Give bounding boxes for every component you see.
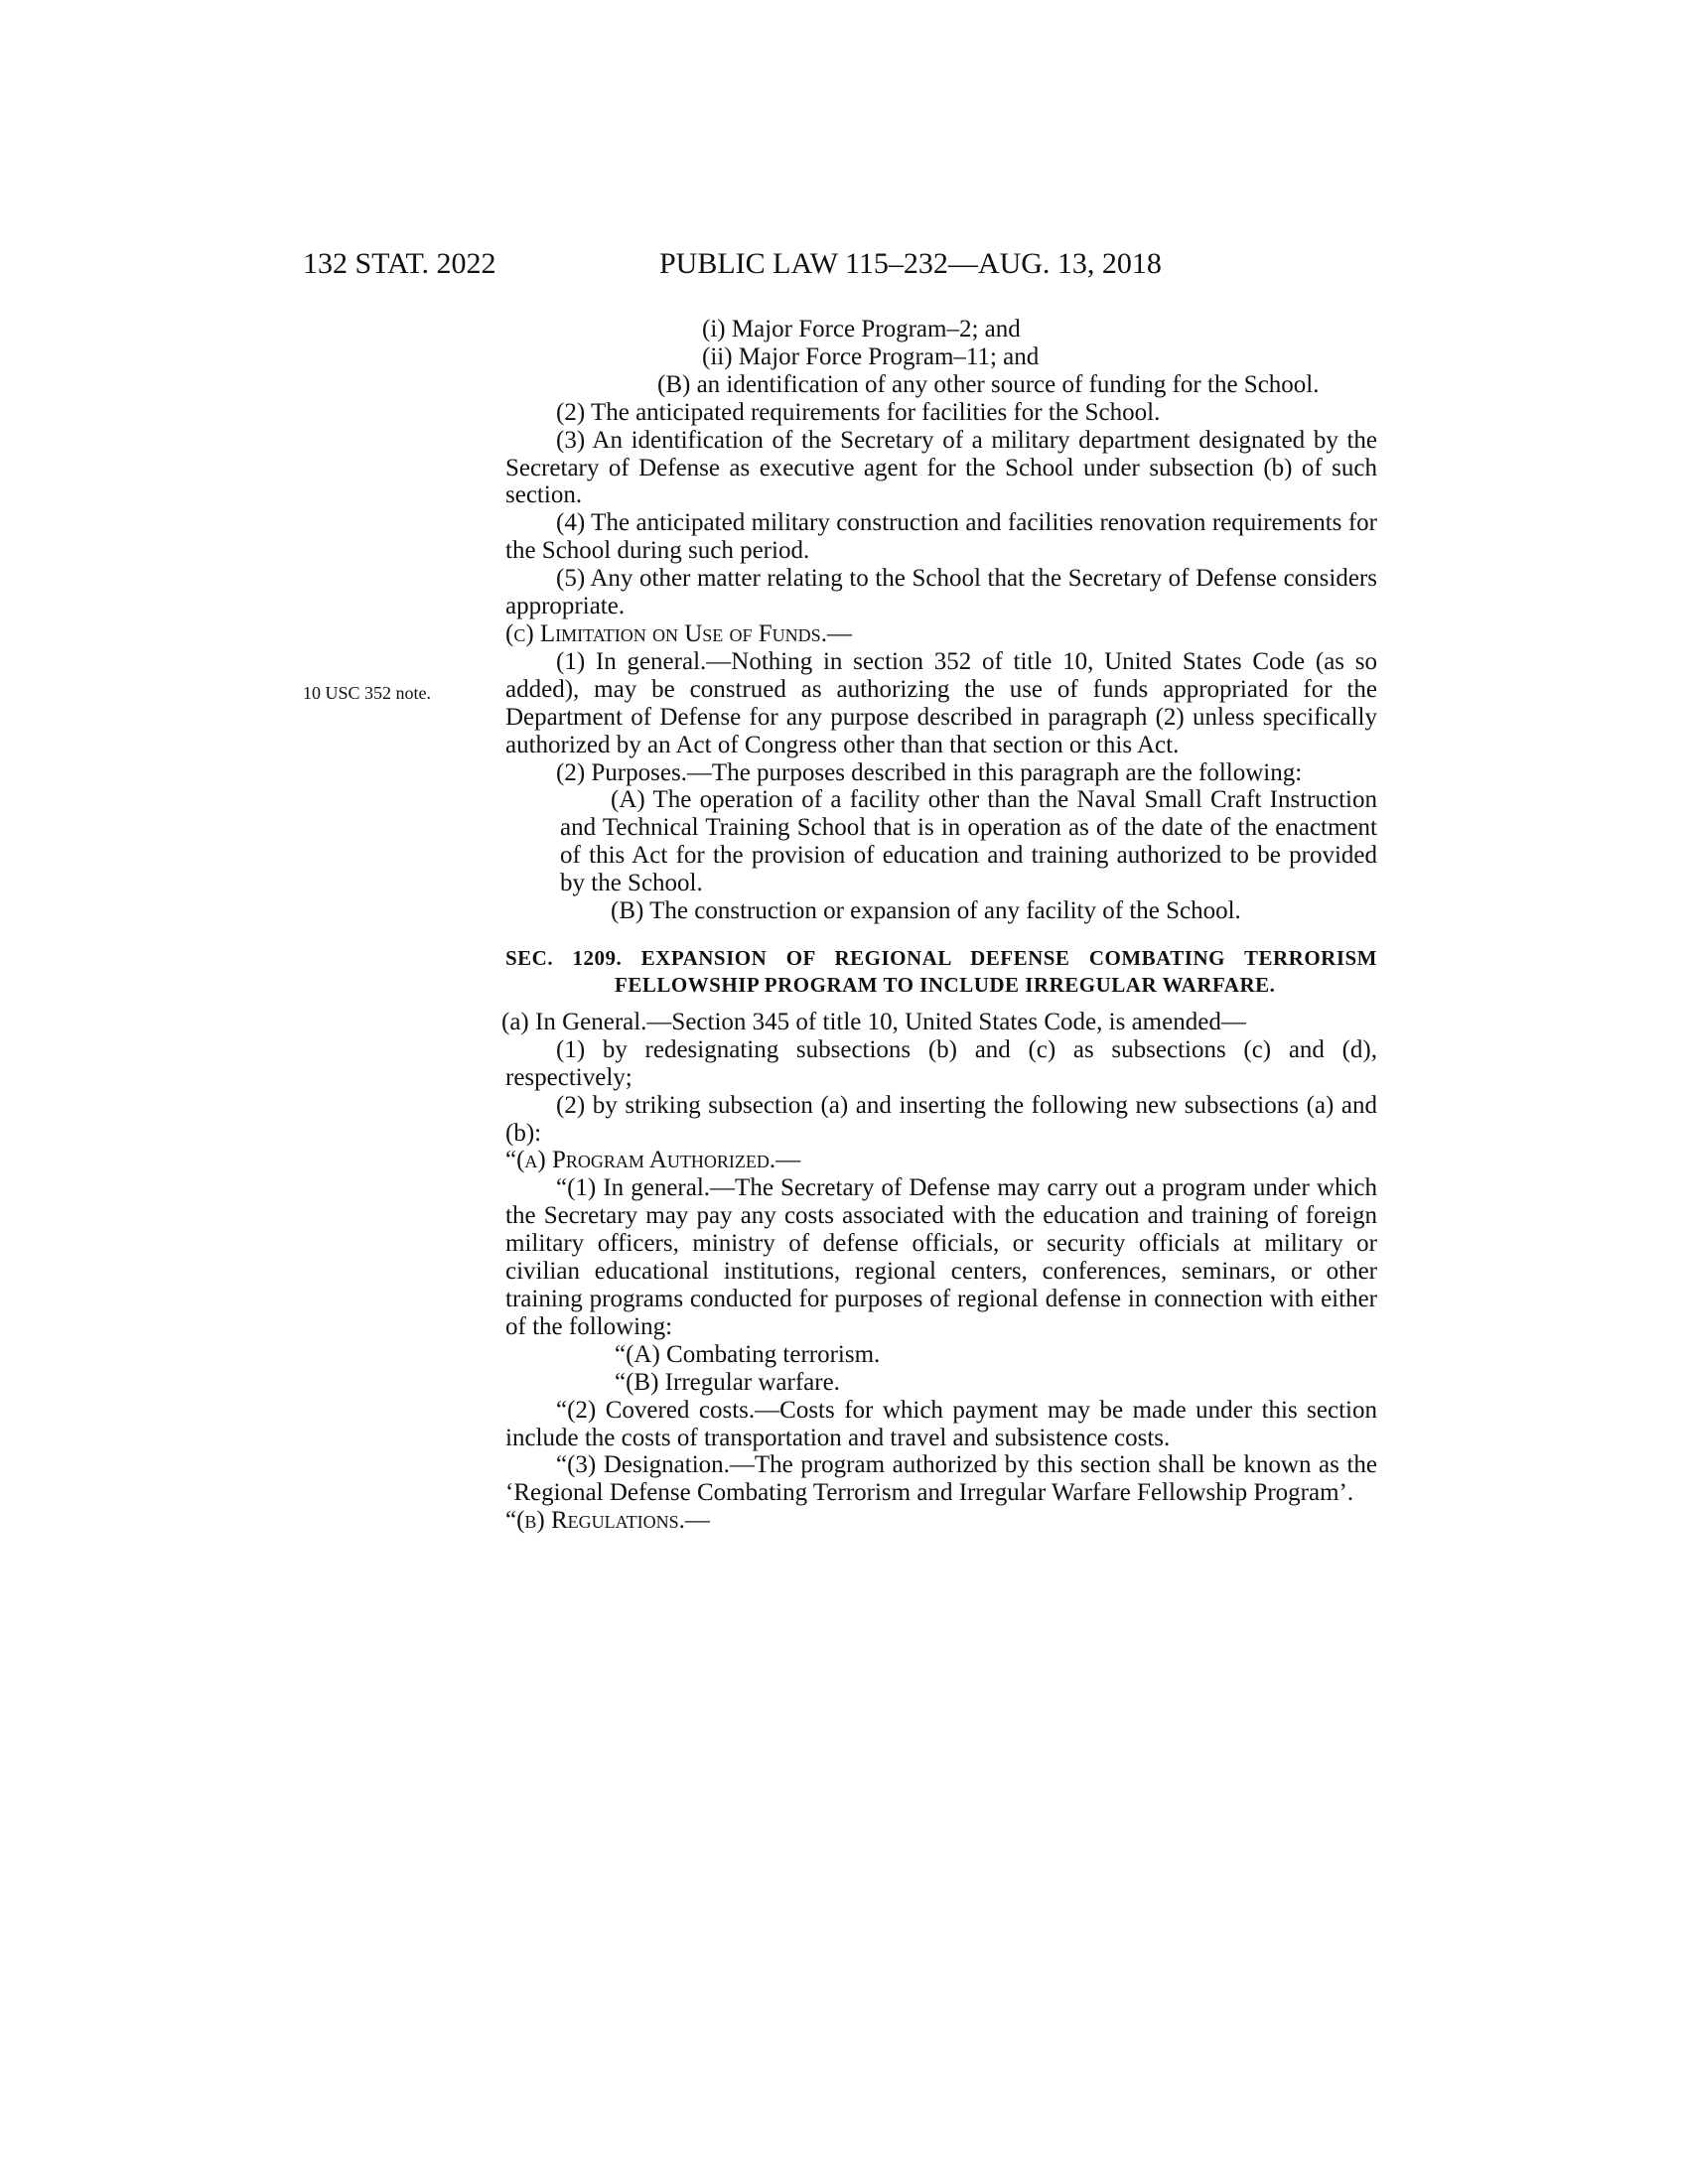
paragraph: (2) Purposes.—The purposes described in this paragraph are the following: xyxy=(556,758,1303,786)
paragraph: (2) by striking subsection (a) and inserting the following new subsections (a) and (b): xyxy=(505,1091,1377,1147)
paragraph: (a) In General.—Section 345 of title 10, United States Code, is amended— xyxy=(501,1008,1246,1035)
section-heading: SEC. 1209. EXPANSION OF REGIONAL DEFENSE COMBATING TERRORISM FELLOWSHIP PROGRAM TO INCLUDE IRREGULAR WARFARE. xyxy=(505,945,1377,997)
subsection-heading xyxy=(505,1507,1377,1535)
subsection-heading xyxy=(505,620,1377,648)
paragraph: (2) The anticipated requirements for facilities for the School. xyxy=(556,398,1161,426)
paragraph: (5) Any other matter relating to the School that the Secretary of Defense considers appropriate. xyxy=(505,565,1377,620)
subsection-heading-text: “(b) Regulations.— xyxy=(505,1507,710,1535)
paragraph: (B) an identification of any other source of funding for the School. xyxy=(657,370,1320,398)
paragraph: (ii) Major Force Program–11; and xyxy=(702,342,1040,370)
paragraph: “(1) In general.—The Secretary of Defense may carry out a program under which the Secretary may pay any costs associated with the education and training of foreign military officers, ministry of defense officials, or security officials at military or civilian educational institutions, regional centers, conferences, seminars, or other training programs conducted for purposes of regional defense in connection with either of the following: xyxy=(505,1174,1377,1340)
paragraph: “(2) Covered costs.—Costs for which payment may be made under this section include the costs of transportation and travel and subsistence costs. xyxy=(505,1396,1377,1451)
margin-note: 10 USC 352 note. xyxy=(303,683,432,703)
paragraph: “(3) Designation.—The program authorized by this section shall be known as the ‘Regional Defense Combating Terrorism and Irregular Warfare Fellowship Program’. xyxy=(505,1451,1377,1507)
paragraph: “(A) Combating terrorism. xyxy=(615,1340,881,1368)
subsection-heading-text: “(a) Program Authorized.— xyxy=(505,1147,801,1174)
paragraph: “(B) Irregular warfare. xyxy=(615,1368,840,1396)
document-body xyxy=(501,316,1377,1535)
paragraph: (i) Major Force Program–2; and xyxy=(702,316,1021,342)
page-citation: 132 STAT. 2022 xyxy=(303,247,496,280)
paragraph: (1) by redesignating subsections (b) and (c) as subsections (c) and (d), respectively; xyxy=(505,1035,1377,1091)
running-head: PUBLIC LAW 115–232—AUG. 13, 2018 xyxy=(659,247,1162,280)
paragraph: (4) The anticipated military construction and facilities renovation requirements for the School during such period. xyxy=(505,509,1377,565)
subsection-heading xyxy=(505,1147,1377,1174)
paragraph: (A) The operation of a facility other than the Naval Small Craft Instruction and Technical Training School that is in operation as of the date of the enactment of this Act for the provision of education and training authorized to be provided by the School. xyxy=(560,786,1377,897)
paragraph: (1) In general.—Nothing in section 352 of title 10, United States Code (as so added), may be construed as authorizing the use of funds appropriated for the Department of Defense for any purpose described in paragraph (2) unless specifically authorized by an Act of Congress other than that section or this Act. xyxy=(505,647,1377,758)
subsection-heading-text: (c) Limitation on Use of Funds.— xyxy=(505,619,852,647)
paragraph: (B) The construction or expansion of any facility of the School. xyxy=(611,897,1241,925)
paragraph: (3) An identification of the Secretary of a military department designated by the Secretary of Defense as executive agent for the School under subsection (b) of such section. xyxy=(505,426,1377,509)
